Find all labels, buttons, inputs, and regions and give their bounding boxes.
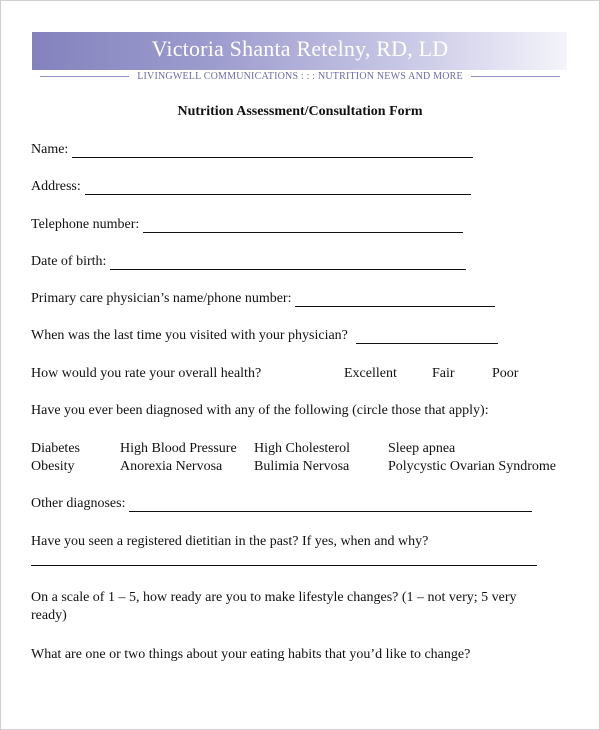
tagline-row xyxy=(40,69,560,83)
condition-obesity[interactable]: Obesity xyxy=(31,459,75,474)
health-option-excellent[interactable]: Excellent xyxy=(344,366,397,381)
name-field xyxy=(31,142,473,158)
dietitian-question: Have you seen a registered dietitian in the past? If yes, when and why? xyxy=(31,534,429,549)
dob-input-line[interactable] xyxy=(110,257,466,270)
diagnosed-question: Have you ever been diagnosed with any of the following (circle those that apply): xyxy=(31,403,489,418)
tagline-rule-left xyxy=(40,76,129,77)
condition-high-cholesterol[interactable]: High Cholesterol xyxy=(254,441,351,456)
name-input-line[interactable] xyxy=(72,145,473,158)
condition-sleep-apnea[interactable]: Sleep apnea xyxy=(388,441,456,456)
other-diagnoses-field xyxy=(31,496,532,512)
dietitian-answer-line[interactable] xyxy=(31,553,537,566)
condition-high-blood-pressure[interactable]: High Blood Pressure xyxy=(120,441,237,456)
last-visit-field xyxy=(31,328,498,344)
telephone-field xyxy=(31,217,463,233)
author-name: Victoria Shanta Retelny, RD, LD xyxy=(151,36,449,61)
telephone-label: Telephone number: xyxy=(31,217,140,232)
form-title: Nutrition Assessment/Consultation Form xyxy=(177,104,423,119)
name-label: Name: xyxy=(31,142,69,157)
tagline-rule-right xyxy=(471,76,560,77)
health-option-fair[interactable]: Fair xyxy=(432,366,455,381)
condition-anorexia-nervosa[interactable]: Anorexia Nervosa xyxy=(120,459,223,474)
physician-label: Primary care physician’s name/phone number: xyxy=(31,291,292,306)
physician-input-line[interactable] xyxy=(295,294,495,307)
dob-field xyxy=(31,254,466,270)
address-input-line[interactable] xyxy=(85,182,471,195)
address-label: Address: xyxy=(31,179,81,194)
tagline: LIVINGWELL COMMUNICATIONS : : : NUTRITION NEWS AND MORE xyxy=(137,70,463,82)
condition-diabetes[interactable]: Diabetes xyxy=(31,441,80,456)
dob-label: Date of birth: xyxy=(31,254,107,269)
telephone-input-line[interactable] xyxy=(143,220,463,233)
address-field xyxy=(31,179,471,195)
last-visit-input-line[interactable] xyxy=(356,331,498,344)
health-question: How would you rate your overall health? xyxy=(31,366,262,381)
physician-field xyxy=(31,291,495,307)
health-option-poor[interactable]: Poor xyxy=(492,366,519,381)
eating-habits-question: What are one or two things about your eating habits that you’d like to change? xyxy=(31,647,471,662)
other-diagnoses-label: Other diagnoses: xyxy=(31,496,126,511)
condition-bulimia-nervosa[interactable]: Bulimia Nervosa xyxy=(254,459,350,474)
condition-polycystic-ovarian-syndrome[interactable]: Polycystic Ovarian Syndrome xyxy=(388,459,556,474)
last-visit-label: When was the last time you visited with your physician? xyxy=(31,328,348,343)
readiness-question-line2: ready) xyxy=(31,608,67,623)
other-diagnoses-input-line[interactable] xyxy=(129,499,532,512)
readiness-question-line1: On a scale of 1 – 5, how ready are you to make lifestyle changes? (1 – not very; 5 very xyxy=(31,590,517,605)
